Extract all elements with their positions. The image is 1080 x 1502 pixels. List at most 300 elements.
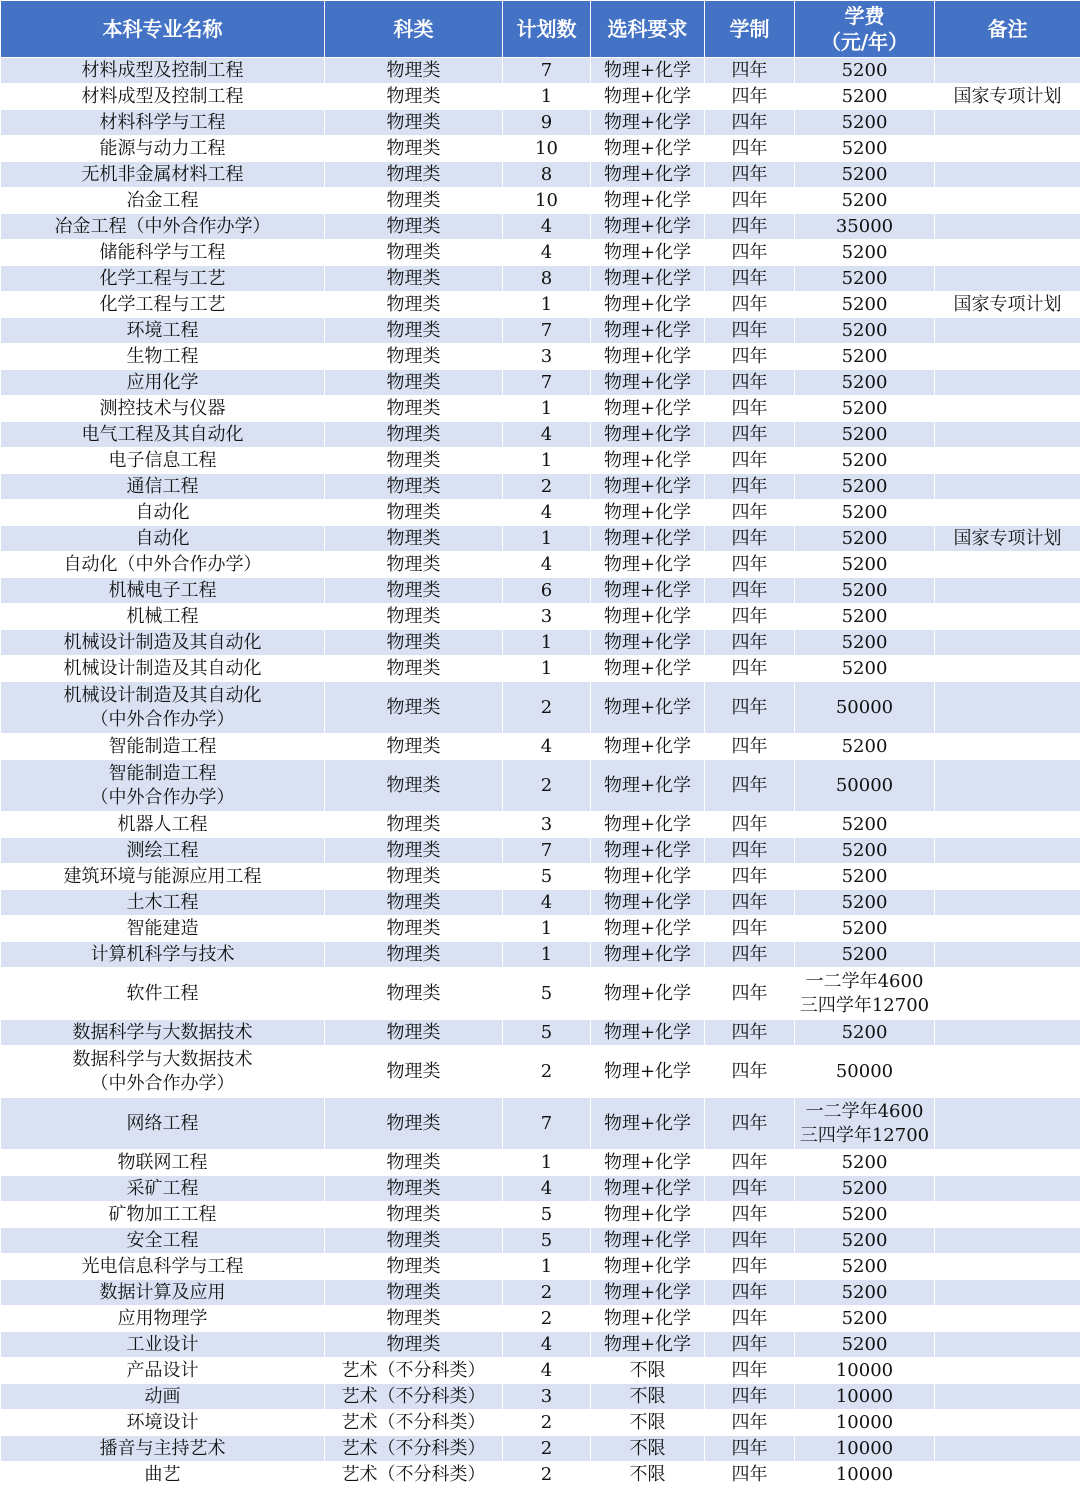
table-row — [1, 1098, 1080, 1150]
cell-major-name — [1, 604, 325, 630]
cell-category: 物理类 — [325, 1176, 503, 1202]
cell-tuition — [795, 916, 935, 942]
cell-duration: 四年 — [705, 188, 795, 214]
cell-tuition — [795, 344, 935, 370]
cell-major-name-line: 曲艺 — [144, 1463, 181, 1485]
cell-category: 物理类 — [325, 1046, 503, 1098]
cell-tuition-line: 35000 — [835, 215, 894, 237]
table-row — [1, 890, 1080, 916]
cell-note — [935, 136, 1080, 162]
cell-tuition-line: 50000 — [835, 774, 894, 796]
cell-plan-count: 5 — [503, 968, 591, 1020]
cell-tuition-line: 5200 — [841, 59, 888, 81]
cell-duration: 四年 — [705, 1228, 795, 1254]
cell-plan-count: 5 — [503, 1228, 591, 1254]
cell-tuition — [795, 1410, 935, 1436]
table-row — [1, 58, 1080, 84]
cell-major-name-line: 土木工程 — [126, 891, 199, 913]
cell-subject-requirement: 物理+化学 — [591, 1332, 705, 1358]
cell-note — [935, 448, 1080, 474]
cell-major-name-line: 冶金工程（中外合作办学） — [54, 215, 271, 237]
cell-major-name — [1, 916, 325, 942]
cell-subject-requirement: 物理+化学 — [591, 448, 705, 474]
cell-major-name — [1, 1358, 325, 1384]
cell-major-name — [1, 1384, 325, 1410]
table-row — [1, 1306, 1080, 1332]
cell-subject-requirement: 物理+化学 — [591, 1046, 705, 1098]
cell-major-name — [1, 1254, 325, 1280]
cell-category: 物理类 — [325, 1306, 503, 1332]
cell-duration: 四年 — [705, 58, 795, 84]
cell-subject-requirement: 物理+化学 — [591, 838, 705, 864]
cell-duration: 四年 — [705, 214, 795, 240]
cell-tuition — [795, 1176, 935, 1202]
cell-tuition — [795, 942, 935, 968]
table-row — [1, 448, 1080, 474]
cell-note — [935, 422, 1080, 448]
cell-tuition-line: 10000 — [835, 1359, 894, 1381]
cell-subject-requirement: 物理+化学 — [591, 500, 705, 526]
cell-major-name — [1, 188, 325, 214]
cell-category: 物理类 — [325, 760, 503, 812]
cell-plan-count: 4 — [503, 240, 591, 266]
cell-plan-count: 1 — [503, 1150, 591, 1176]
cell-tuition — [795, 1306, 935, 1332]
cell-major-name-line: 应用化学 — [126, 371, 199, 393]
cell-duration: 四年 — [705, 474, 795, 500]
cell-major-name — [1, 214, 325, 240]
cell-tuition — [795, 396, 935, 422]
table-row — [1, 188, 1080, 214]
cell-category: 艺术（不分科类） — [325, 1358, 503, 1384]
cell-subject-requirement: 物理+化学 — [591, 578, 705, 604]
cell-major-name — [1, 838, 325, 864]
table-row — [1, 1176, 1080, 1202]
cell-duration: 四年 — [705, 1332, 795, 1358]
cell-duration: 四年 — [705, 1280, 795, 1306]
cell-note — [935, 942, 1080, 968]
cell-category: 物理类 — [325, 682, 503, 734]
cell-major-name — [1, 734, 325, 760]
cell-plan-count: 7 — [503, 838, 591, 864]
cell-category: 物理类 — [325, 136, 503, 162]
table-row — [1, 734, 1080, 760]
cell-major-name-line: 无机非金属材料工程 — [81, 163, 244, 185]
cell-major-name — [1, 1098, 325, 1150]
header-category: 科类 — [325, 1, 503, 58]
cell-tuition-line: 5200 — [841, 839, 888, 861]
table-row — [1, 656, 1080, 682]
cell-duration: 四年 — [705, 1306, 795, 1332]
cell-major-name — [1, 812, 325, 838]
cell-subject-requirement: 物理+化学 — [591, 344, 705, 370]
cell-note — [935, 604, 1080, 630]
cell-major-name-line: 智能制造工程 — [108, 735, 217, 757]
cell-tuition-line: 5200 — [841, 1281, 888, 1303]
table-row — [1, 1332, 1080, 1358]
cell-major-name-line: （中外合作办学） — [90, 786, 235, 808]
cell-major-name-line: （中外合作办学） — [90, 1072, 235, 1094]
cell-note — [935, 58, 1080, 84]
cell-subject-requirement: 物理+化学 — [591, 162, 705, 188]
cell-major-name-line: 应用物理学 — [117, 1307, 208, 1329]
cell-plan-count: 10 — [503, 188, 591, 214]
cell-note — [935, 1228, 1080, 1254]
cell-category: 艺术（不分科类） — [325, 1436, 503, 1462]
cell-subject-requirement: 物理+化学 — [591, 526, 705, 552]
cell-tuition — [795, 500, 935, 526]
cell-major-name — [1, 760, 325, 812]
cell-category: 物理类 — [325, 630, 503, 656]
cell-plan-count: 2 — [503, 1046, 591, 1098]
cell-tuition — [795, 1462, 935, 1488]
cell-note — [935, 1280, 1080, 1306]
cell-subject-requirement: 物理+化学 — [591, 682, 705, 734]
cell-tuition — [795, 136, 935, 162]
cell-major-name-line: 物联网工程 — [117, 1151, 208, 1173]
cell-major-name-line: 播音与主持艺术 — [99, 1437, 226, 1459]
cell-major-name-line: 机器人工程 — [117, 813, 208, 835]
cell-major-name — [1, 864, 325, 890]
cell-category: 物理类 — [325, 1098, 503, 1150]
header-subject-requirement: 选科要求 — [591, 1, 705, 58]
table-row — [1, 526, 1080, 552]
table-row — [1, 1436, 1080, 1462]
table-row — [1, 838, 1080, 864]
cell-tuition — [795, 630, 935, 656]
cell-plan-count: 1 — [503, 292, 591, 318]
cell-note — [935, 838, 1080, 864]
cell-plan-count: 1 — [503, 1254, 591, 1280]
cell-tuition-line: 5200 — [841, 527, 888, 549]
cell-plan-count: 4 — [503, 422, 591, 448]
cell-tuition-line: 5200 — [841, 319, 888, 341]
cell-tuition-line: 5200 — [841, 553, 888, 575]
cell-major-name-line: 机械电子工程 — [108, 579, 217, 601]
cell-tuition — [795, 370, 935, 396]
cell-major-name-line: 自动化 — [135, 527, 190, 549]
cell-duration: 四年 — [705, 1410, 795, 1436]
cell-category: 艺术（不分科类） — [325, 1384, 503, 1410]
cell-subject-requirement: 物理+化学 — [591, 1202, 705, 1228]
table-row — [1, 422, 1080, 448]
cell-plan-count: 1 — [503, 396, 591, 422]
cell-category: 物理类 — [325, 604, 503, 630]
cell-plan-count: 1 — [503, 526, 591, 552]
table-row — [1, 916, 1080, 942]
cell-major-name-line: 电气工程及其自动化 — [81, 423, 244, 445]
cell-major-name — [1, 318, 325, 344]
cell-note — [935, 370, 1080, 396]
cell-major-name-line: 智能建造 — [126, 917, 199, 939]
cell-subject-requirement: 物理+化学 — [591, 968, 705, 1020]
table-row — [1, 292, 1080, 318]
table-row — [1, 474, 1080, 500]
cell-tuition-line: 5200 — [841, 111, 888, 133]
cell-category: 物理类 — [325, 396, 503, 422]
cell-major-name-line: 化学工程与工艺 — [99, 293, 226, 315]
cell-plan-count: 1 — [503, 448, 591, 474]
cell-subject-requirement: 物理+化学 — [591, 1176, 705, 1202]
cell-note — [935, 812, 1080, 838]
cell-subject-requirement: 物理+化学 — [591, 734, 705, 760]
cell-duration: 四年 — [705, 1020, 795, 1046]
cell-major-name — [1, 890, 325, 916]
cell-tuition — [795, 1202, 935, 1228]
cell-major-name-line: 光电信息科学与工程 — [81, 1255, 244, 1277]
cell-plan-count: 4 — [503, 1176, 591, 1202]
cell-major-name — [1, 1228, 325, 1254]
cell-note — [935, 162, 1080, 188]
cell-note: 国家专项计划 — [935, 292, 1080, 318]
cell-plan-count: 7 — [503, 318, 591, 344]
cell-plan-count: 9 — [503, 110, 591, 136]
cell-major-name-line: 矿物加工工程 — [108, 1203, 217, 1225]
cell-category: 物理类 — [325, 292, 503, 318]
cell-tuition-line: 5200 — [841, 241, 888, 263]
cell-plan-count: 5 — [503, 1202, 591, 1228]
cell-tuition — [795, 214, 935, 240]
cell-plan-count: 6 — [503, 578, 591, 604]
cell-category: 艺术（不分科类） — [325, 1462, 503, 1488]
cell-note: 国家专项计划 — [935, 84, 1080, 110]
cell-note — [935, 552, 1080, 578]
cell-tuition — [795, 578, 935, 604]
cell-duration: 四年 — [705, 1462, 795, 1488]
cell-category: 物理类 — [325, 942, 503, 968]
cell-duration: 四年 — [705, 370, 795, 396]
table-row — [1, 968, 1080, 1020]
cell-major-name — [1, 656, 325, 682]
table-row — [1, 1202, 1080, 1228]
cell-plan-count: 1 — [503, 630, 591, 656]
cell-duration: 四年 — [705, 292, 795, 318]
cell-tuition — [795, 734, 935, 760]
cell-major-name — [1, 578, 325, 604]
cell-plan-count: 7 — [503, 1098, 591, 1150]
cell-plan-count: 2 — [503, 682, 591, 734]
cell-subject-requirement: 物理+化学 — [591, 1228, 705, 1254]
cell-major-name — [1, 370, 325, 396]
header-note: 备注 — [935, 1, 1080, 58]
cell-duration: 四年 — [705, 1436, 795, 1462]
cell-plan-count: 1 — [503, 84, 591, 110]
cell-subject-requirement: 不限 — [591, 1462, 705, 1488]
cell-major-name-line: 环境设计 — [126, 1411, 199, 1433]
cell-subject-requirement: 不限 — [591, 1358, 705, 1384]
cell-subject-requirement: 物理+化学 — [591, 1280, 705, 1306]
cell-major-name-line: 动画 — [144, 1385, 181, 1407]
cell-major-name-line: 网络工程 — [126, 1112, 199, 1134]
cell-duration: 四年 — [705, 448, 795, 474]
cell-note — [935, 1202, 1080, 1228]
cell-duration: 四年 — [705, 1150, 795, 1176]
cell-duration: 四年 — [705, 1254, 795, 1280]
cell-tuition-line: 一二学年4600 — [805, 970, 924, 992]
cell-plan-count: 1 — [503, 656, 591, 682]
cell-category: 物理类 — [325, 552, 503, 578]
cell-tuition — [795, 864, 935, 890]
cell-plan-count: 1 — [503, 916, 591, 942]
cell-plan-count: 7 — [503, 58, 591, 84]
table-row — [1, 578, 1080, 604]
cell-major-name-line: 智能制造工程 — [108, 762, 217, 784]
cell-category: 物理类 — [325, 890, 503, 916]
cell-tuition-line: 5200 — [841, 345, 888, 367]
cell-subject-requirement: 物理+化学 — [591, 552, 705, 578]
cell-category: 物理类 — [325, 318, 503, 344]
cell-major-name-line: 测绘工程 — [126, 839, 199, 861]
cell-major-name-line: 软件工程 — [126, 982, 199, 1004]
cell-duration: 四年 — [705, 1098, 795, 1150]
cell-subject-requirement: 物理+化学 — [591, 630, 705, 656]
cell-note — [935, 890, 1080, 916]
cell-subject-requirement: 物理+化学 — [591, 136, 705, 162]
cell-tuition-line: 10000 — [835, 1411, 894, 1433]
cell-note — [935, 1098, 1080, 1150]
cell-major-name — [1, 344, 325, 370]
cell-note — [935, 682, 1080, 734]
cell-tuition — [795, 604, 935, 630]
cell-major-name — [1, 422, 325, 448]
cell-major-name — [1, 500, 325, 526]
cell-category: 物理类 — [325, 1020, 503, 1046]
cell-category: 物理类 — [325, 110, 503, 136]
cell-major-name — [1, 240, 325, 266]
header-tuition — [795, 1, 935, 58]
header-duration: 学制 — [705, 1, 795, 58]
cell-duration: 四年 — [705, 1358, 795, 1384]
cell-major-name-line: 数据科学与大数据技术 — [72, 1048, 253, 1070]
cell-tuition — [795, 448, 935, 474]
cell-category: 物理类 — [325, 1254, 503, 1280]
cell-major-name-line: 测控技术与仪器 — [99, 397, 226, 419]
cell-tuition-line: 5200 — [841, 631, 888, 653]
cell-major-name — [1, 110, 325, 136]
cell-tuition-line: 5200 — [841, 917, 888, 939]
cell-subject-requirement: 物理+化学 — [591, 266, 705, 292]
header-plan-count: 计划数 — [503, 1, 591, 58]
cell-duration: 四年 — [705, 136, 795, 162]
cell-plan-count: 4 — [503, 214, 591, 240]
table-row — [1, 240, 1080, 266]
cell-plan-count: 1 — [503, 942, 591, 968]
cell-tuition-line: 5200 — [841, 1203, 888, 1225]
cell-major-name-line: 机械设计制造及其自动化 — [63, 631, 262, 653]
cell-subject-requirement: 不限 — [591, 1410, 705, 1436]
cell-plan-count: 8 — [503, 162, 591, 188]
cell-tuition — [795, 240, 935, 266]
cell-major-name-line: 能源与动力工程 — [99, 137, 226, 159]
cell-duration: 四年 — [705, 1176, 795, 1202]
cell-tuition-line: 5200 — [841, 1333, 888, 1355]
cell-tuition — [795, 266, 935, 292]
cell-subject-requirement: 物理+化学 — [591, 1150, 705, 1176]
table-row — [1, 84, 1080, 110]
cell-major-name — [1, 396, 325, 422]
header-major-name: 本科专业名称 — [1, 1, 325, 58]
cell-tuition-line: 一二学年4600 — [805, 1100, 924, 1122]
cell-category: 物理类 — [325, 656, 503, 682]
cell-category: 物理类 — [325, 162, 503, 188]
cell-tuition — [795, 1280, 935, 1306]
cell-note — [935, 630, 1080, 656]
cell-major-name-line: 自动化（中外合作办学） — [63, 553, 262, 575]
cell-note — [935, 760, 1080, 812]
table-row — [1, 162, 1080, 188]
cell-subject-requirement: 物理+化学 — [591, 188, 705, 214]
cell-tuition-line: 5200 — [841, 475, 888, 497]
cell-tuition — [795, 656, 935, 682]
cell-note — [935, 968, 1080, 1020]
cell-category: 物理类 — [325, 370, 503, 396]
cell-duration: 四年 — [705, 812, 795, 838]
cell-tuition-line: 5200 — [841, 605, 888, 627]
cell-subject-requirement: 不限 — [591, 1384, 705, 1410]
cell-duration: 四年 — [705, 500, 795, 526]
table-row — [1, 344, 1080, 370]
cell-tuition-line: 5200 — [841, 1021, 888, 1043]
cell-major-name-line: 数据计算及应用 — [99, 1281, 226, 1303]
cell-category: 物理类 — [325, 1150, 503, 1176]
cell-tuition — [795, 526, 935, 552]
table-row — [1, 318, 1080, 344]
table-row — [1, 942, 1080, 968]
cell-major-name — [1, 266, 325, 292]
cell-major-name-line: 机械设计制造及其自动化 — [63, 657, 262, 679]
cell-note — [935, 214, 1080, 240]
cell-category: 物理类 — [325, 344, 503, 370]
cell-plan-count: 4 — [503, 1358, 591, 1384]
cell-note — [935, 1332, 1080, 1358]
cell-category: 物理类 — [325, 526, 503, 552]
cell-major-name — [1, 474, 325, 500]
cell-subject-requirement: 物理+化学 — [591, 942, 705, 968]
cell-tuition-line: 50000 — [835, 696, 894, 718]
cell-tuition — [795, 188, 935, 214]
cell-subject-requirement: 物理+化学 — [591, 318, 705, 344]
cell-tuition-line: 5200 — [841, 449, 888, 471]
table-row — [1, 1358, 1080, 1384]
cell-category: 物理类 — [325, 58, 503, 84]
cell-tuition-line: 5200 — [841, 735, 888, 757]
table-row — [1, 1254, 1080, 1280]
cell-tuition-line: 5200 — [841, 1177, 888, 1199]
cell-tuition — [795, 474, 935, 500]
cell-plan-count: 2 — [503, 1306, 591, 1332]
cell-category: 物理类 — [325, 838, 503, 864]
cell-tuition — [795, 1384, 935, 1410]
cell-tuition — [795, 838, 935, 864]
cell-major-name-line: 采矿工程 — [126, 1177, 199, 1199]
cell-major-name — [1, 526, 325, 552]
cell-tuition — [795, 812, 935, 838]
cell-duration: 四年 — [705, 110, 795, 136]
cell-duration: 四年 — [705, 422, 795, 448]
cell-note — [935, 240, 1080, 266]
cell-major-name-line: 机械工程 — [126, 605, 199, 627]
cell-tuition-line: 5200 — [841, 1151, 888, 1173]
cell-duration: 四年 — [705, 526, 795, 552]
cell-plan-count: 3 — [503, 604, 591, 630]
cell-category: 物理类 — [325, 812, 503, 838]
cell-tuition-line: 三四学年12700 — [799, 994, 930, 1016]
cell-major-name — [1, 292, 325, 318]
cell-duration: 四年 — [705, 968, 795, 1020]
cell-tuition-line: 5200 — [841, 943, 888, 965]
cell-duration: 四年 — [705, 916, 795, 942]
cell-duration: 四年 — [705, 578, 795, 604]
